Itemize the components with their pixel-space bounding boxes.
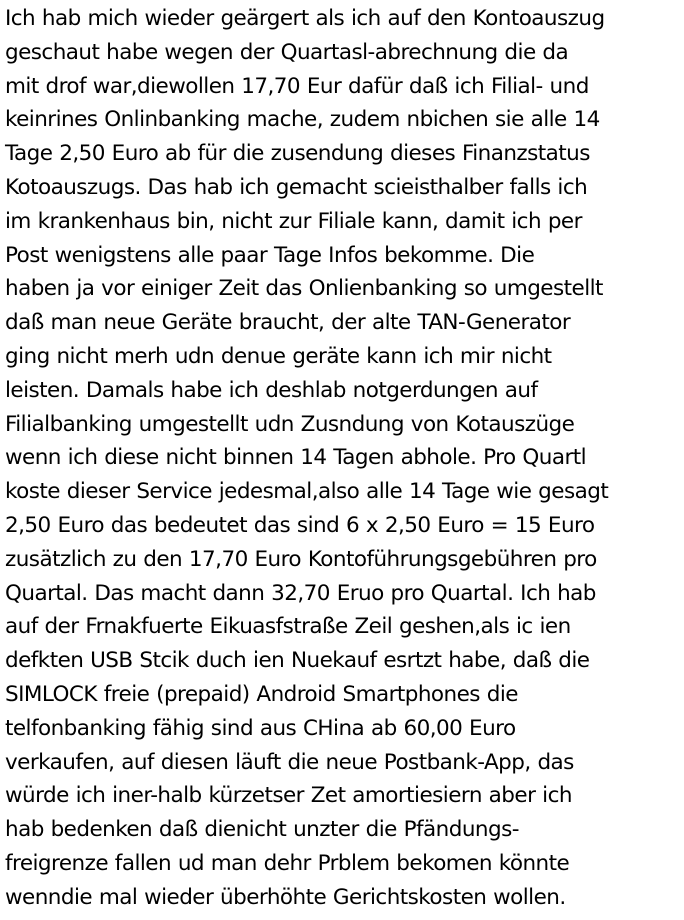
text-line: auf der Frnakfuerte Eikuasfstraße Zeil geshen,als ic ien: [5, 614, 571, 640]
text-line: im krankenhaus bin, nicht zur Filiale kann, damit ich per: [5, 208, 582, 234]
text-line: Kotoauszugs. Das hab ich gemacht scieisthalber falls ich: [5, 174, 588, 200]
text-line: daß man neue Geräte braucht, der alte TAN-Generator: [5, 310, 571, 336]
text-line: mit drof war,diewollen 17,70 Eur dafür daß ich Filial- und: [5, 73, 589, 99]
text-line: würde ich iner-halb kürzetser Zet amortiesiern aber ich: [5, 783, 572, 809]
text-line: Ich hab mich wieder geärgert als ich auf den Kontoauszug: [5, 6, 605, 31]
text-line: keinrines Onlinbanking mache, zudem nbichen sie alle 14: [5, 107, 600, 133]
text-line: verkaufen, auf diesen läuft die neue Postbank-App, das: [5, 749, 574, 775]
text-line: freigrenze fallen ud man dehr Prblem bekomen könnte: [5, 850, 570, 876]
text-line: hab bedenken daß dienicht unzter die Pfändungs-: [5, 817, 519, 843]
text-line: koste dieser Service jedesmal,also alle 14 Tage wie gesagt: [5, 479, 609, 505]
text-line: SIMLOCK freie (prepaid) Android Smartphones die: [5, 681, 518, 707]
text-line: 2,50 Euro das bedeutet das sind 6 x 2,50 Euro = 15 Euro: [5, 512, 595, 538]
text-line: defkten USB Stcik duch ien Nuekauf esrtzt habe, daß die: [5, 648, 590, 674]
text-line: leisten. Damals habe ich deshlab notgerdungen auf: [5, 377, 538, 403]
text-line: Tage 2,50 Euro ab für die zusendung dieses Finanzstatus: [5, 141, 590, 167]
text-line: geschaut habe wegen der Quartasl-abrechnung die da: [5, 39, 569, 65]
text-line: Post wenigstens alle paar Tage Infos bekomme. Die: [5, 242, 535, 268]
text-line: telfonbanking fähig sind aus CHina ab 60,00 Euro: [5, 715, 516, 741]
text-line: ging nicht merh udn denue geräte kann ich mir nicht: [5, 343, 552, 369]
document-page: [5, 2, 684, 918]
text-line: wenndie mal wieder überhöhte Gerichtskosten wollen.: [5, 884, 566, 910]
text-line: wenn ich diese nicht binnen 14 Tagen abhole. Pro Quartl: [5, 445, 587, 471]
text-line: Filialbanking umgestellt udn Zusndung von Kotauszüge: [5, 411, 575, 437]
text-line: Quartal. Das macht dann 32,70 Eruo pro Quartal. Ich hab: [5, 580, 596, 606]
text-line: zusätzlich zu den 17,70 Euro Kontoführungsgebühren pro: [5, 546, 597, 572]
text-line: haben ja vor einiger Zeit das Onlienbanking so umgestellt: [5, 276, 603, 302]
